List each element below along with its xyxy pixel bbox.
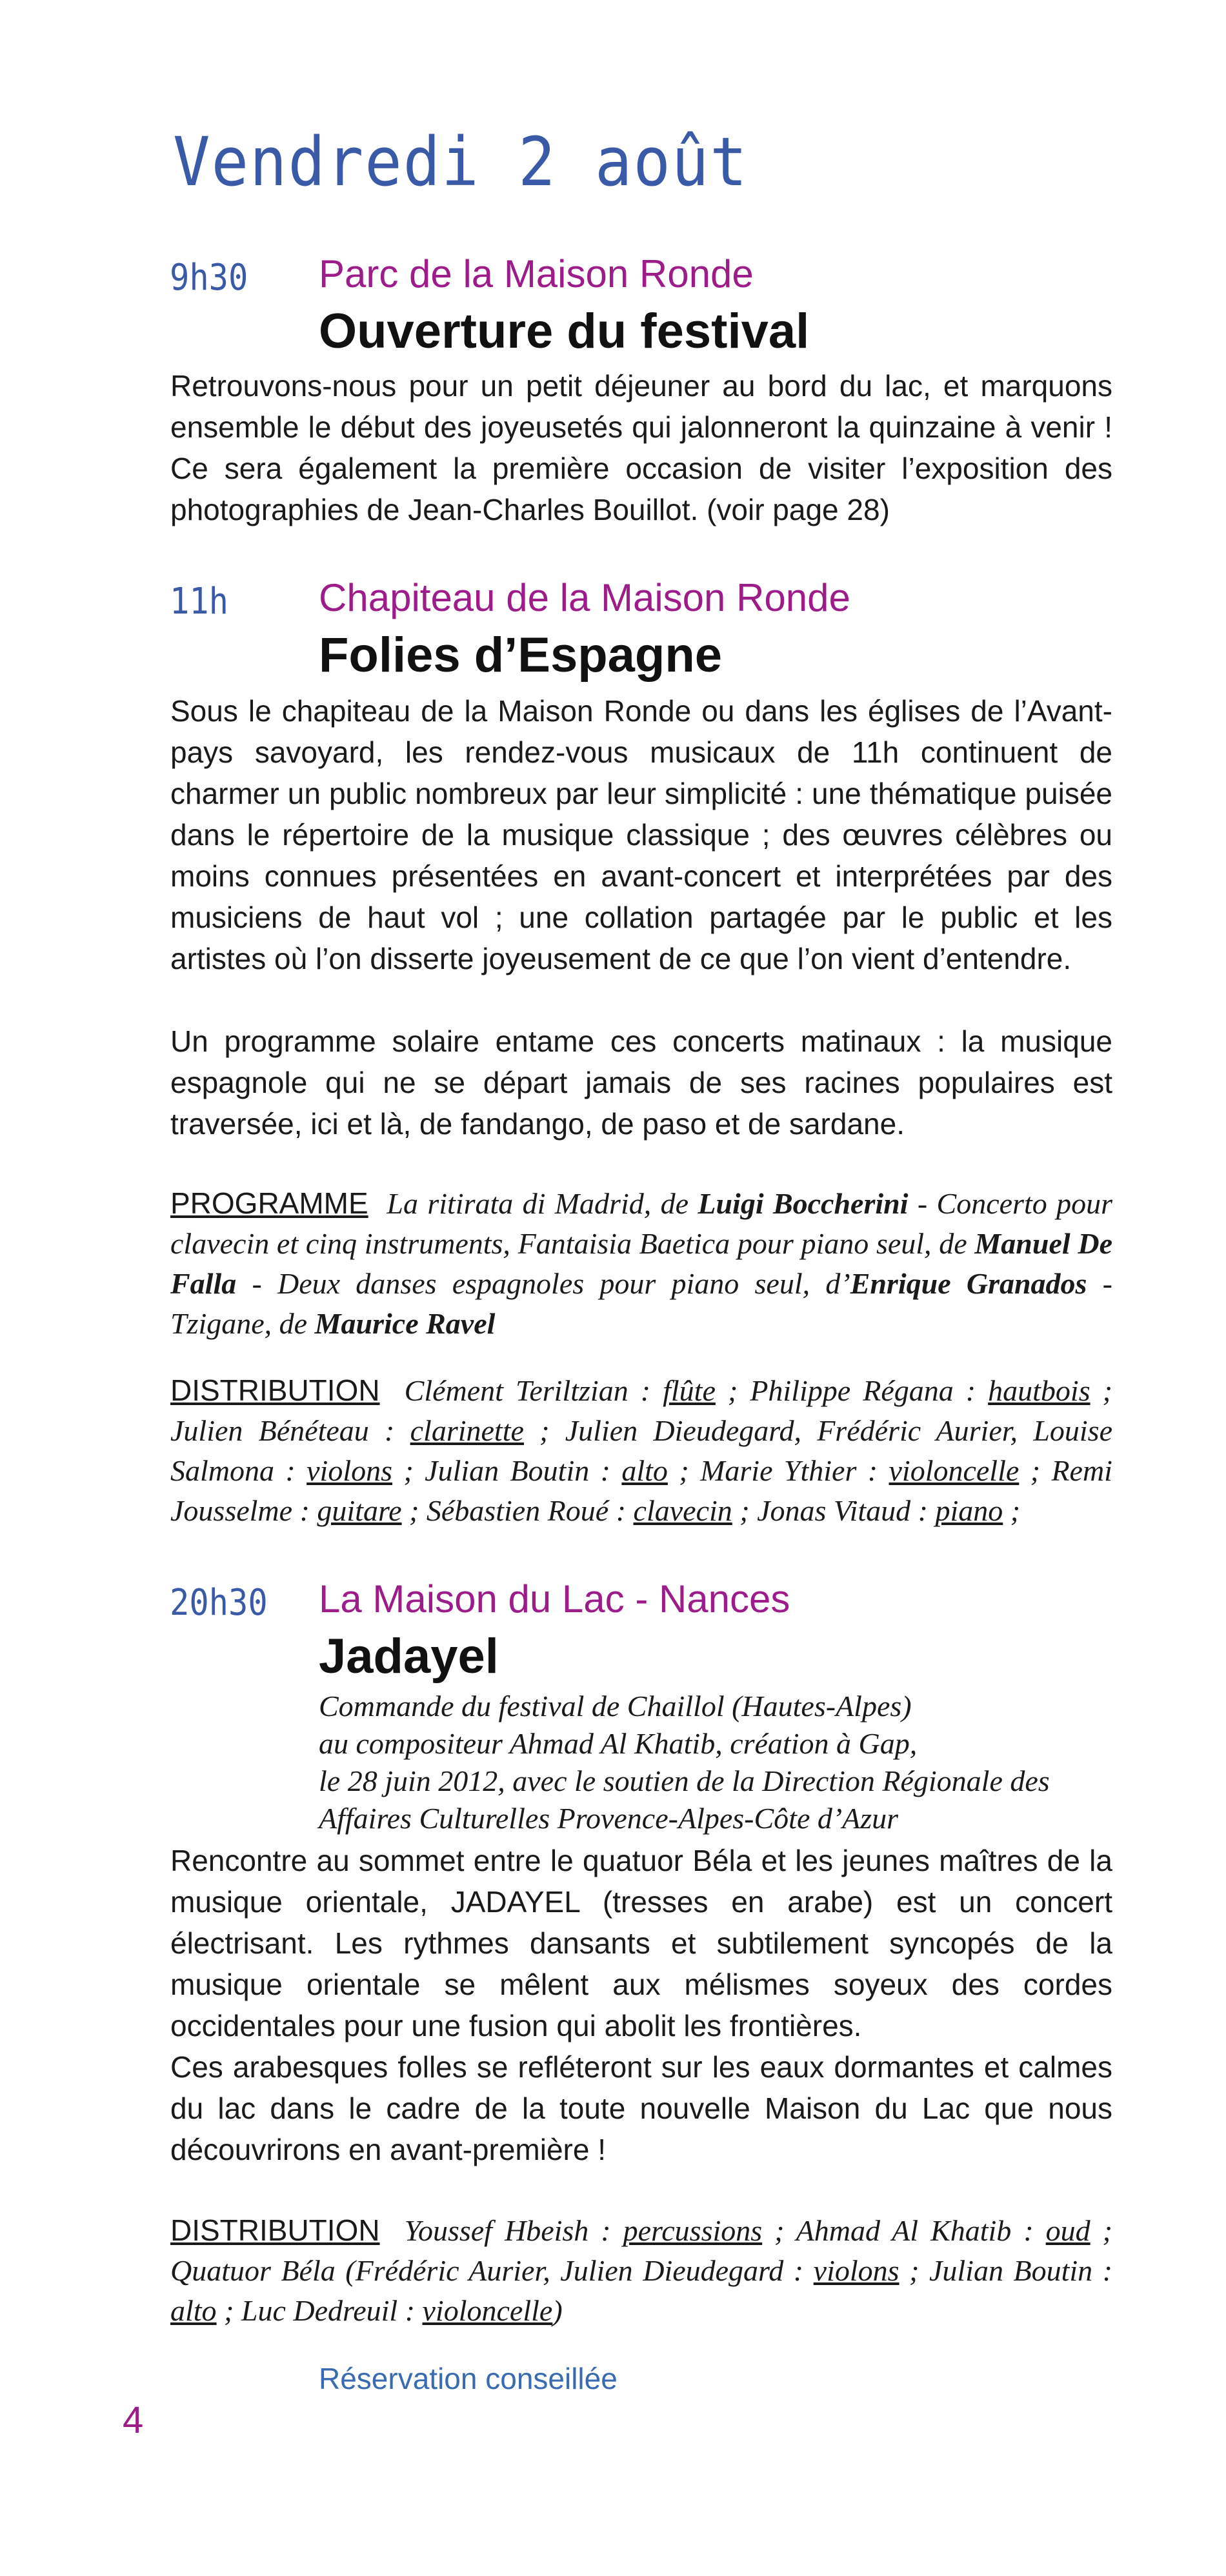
event-time: 11h [170, 581, 229, 623]
performer: Sébastien Roué [426, 1494, 609, 1527]
event-title: Jadayel [319, 1629, 499, 1684]
performer: Marie Ythier [700, 1454, 857, 1487]
page-number: 4 [123, 2399, 144, 2441]
event-time: 9h30 [170, 257, 248, 299]
programme-label: PROGRAMME [170, 1186, 368, 1220]
event-description-paragraph: Rencontre au sommet entre le quatuor Béla et les jeunes maîtres de la musique orientale, JADAYEL (tresses en arabe) est un concert électrisant. Les rythmes dansants et subtilement syncopés de la musique orientale se mêlent aux mélismes soyeux des cordes occidentales pour une fusion qui abolit les frontières. [170, 1844, 1112, 2042]
performer: Jonas Vitaud [757, 1494, 911, 1527]
performer: ; Quatuor Béla (Frédéric Aurier, Julien Dieudegard : [170, 2214, 1112, 2287]
instrument: clavecin [633, 1494, 732, 1527]
event-description-paragraph: Retrouvons-nous pour un petit déjeuner au bord du lac, et marquons ensemble le début des joyeusetés qui jalonneront la quinzaine à venir ! Ce sera également la première occasion de visiter l’exposition des photographies de Jean-Charles Bouillot. (voir page 28) [170, 369, 1112, 526]
performer: Julian Boutin [425, 1454, 590, 1487]
programme-work: La ritirata di Madrid, de [387, 1187, 698, 1220]
instrument: guitare [317, 1494, 402, 1527]
day-title: Vendredi 2 août [173, 123, 749, 201]
performer: Remi Jousselme [170, 1454, 1112, 1527]
commission-line: Affaires Culturelles Provence-Alpes-Côte d’Azur [319, 1802, 899, 1835]
instrument: clarinette [410, 1414, 524, 1447]
programme-composer: Maurice Ravel [314, 1307, 496, 1340]
performer: ) [552, 2294, 563, 2327]
performer: ; Julian Boutin : [899, 2254, 1113, 2287]
performer: Philippe Régana [750, 1374, 954, 1407]
event-venue: Parc de la Maison Ronde [319, 252, 754, 295]
performer: Clément Teriltzian [404, 1374, 628, 1407]
event-description [170, 1840, 1112, 2170]
performer: ; Ahmad Al Khatib : [762, 2214, 1046, 2247]
commission-line: au compositeur Ahmad Al Khatib, création à Gap, [319, 1727, 918, 1760]
programme-work: - Concerto pour clavecin et cinq instruments, Fantaisia Baetica pour piano seul, de [170, 1187, 1112, 1260]
commission-note [319, 1688, 1132, 1837]
performer: Youssef Hbeish : [404, 2214, 623, 2247]
programme-work: - Deux danses espagnoles pour piano seul, d’ [236, 1267, 850, 1300]
instrument: hautbois [988, 1374, 1090, 1407]
event-time: 20h30 [170, 1582, 268, 1624]
commission-line: le 28 juin 2012, avec le soutien de la Direction Régionale des [319, 1764, 1050, 1797]
distribution-block: DISTRIBUTION Clément Teriltzian : flûte ; Philippe Régana : hautbois ; Julien Bénéteau : clarinette ; Julien Dieudegard, Frédéric Aurier, Louise Salmona : violons ; Julian Boutin : alto ; Marie Ythier : violoncelle ; Remi Jousselme : guitare ; Sébastien Roué : clavecin ; Jonas Vitaud : piano ; [170, 1373, 1112, 1527]
event-description-paragraph: Un programme solaire entame ces concerts matinaux : la musique espagnole qui ne se départ jamais de ses racines populaires est traversée, ici et là, de fandango, de paso et de sardane. [170, 1024, 1112, 1141]
event-description-paragraph: Sous le chapiteau de la Maison Ronde ou dans les églises de l’Avant-pays savoyard, les rendez-vous musicaux de 11h continuent de charmer un public nombreux par leur simplicité : une thématique puisée dans le répertoire de la musique classique ; des œuvres célèbres ou moins connues présentées en avant-concert et interprétées par des musiciens de haut vol ; une collation partagée par le public et les artistes où l’on disserte joyeusement de ce que l’on vient d’entendre. [170, 694, 1112, 975]
instrument: violoncelle [889, 1454, 1020, 1487]
distribution-label: DISTRIBUTION [170, 2213, 380, 2247]
performer: Julien Bénéteau [170, 1414, 369, 1447]
event-description [170, 365, 1112, 530]
instrument: violons [813, 2254, 899, 2287]
event-title: Folies d’Espagne [319, 628, 723, 683]
programme-composer: Luigi Boccherini [698, 1187, 909, 1220]
event-description [170, 690, 1112, 1144]
event-title: Ouverture du festival [319, 304, 810, 359]
commission-line: Commande du festival de Chaillol (Hautes-Alpes) [319, 1690, 912, 1722]
distribution-block [170, 2210, 1112, 2331]
instrument: percussions [623, 2214, 763, 2247]
instrument: violoncelle [422, 2294, 553, 2327]
event-venue: La Maison du Lac - Nances [319, 1577, 790, 1621]
programme-composer: Manuel De Falla [170, 1227, 1112, 1300]
instrument: violons [306, 1454, 393, 1487]
performer: ; Luc Dedreuil : [216, 2294, 423, 2327]
programme-work: - Tzigane, de [170, 1267, 1112, 1340]
event-description-paragraph: Ces arabesques folles se refléteront sur les eaux dormantes et calmes du lac dans le cadre de la toute nouvelle Maison du Lac que nous découvrirons en avant-première ! [170, 2050, 1112, 2166]
instrument: piano [935, 1494, 1003, 1527]
instrument: oud [1045, 2214, 1090, 2247]
event-venue: Chapiteau de la Maison Ronde [319, 576, 850, 619]
instrument: alto [621, 1454, 668, 1487]
reservation-note: Réservation conseillée [319, 2362, 618, 2395]
performer: Julien Dieudegard, Frédéric Aurier, Louise Salmona [170, 1414, 1112, 1487]
distribution-label: DISTRIBUTION [170, 1373, 380, 1407]
programme-composer: Enrique Granados [850, 1267, 1087, 1300]
instrument: flûte [663, 1374, 716, 1407]
instrument: alto [170, 2294, 217, 2327]
programme-block [170, 1183, 1112, 1344]
